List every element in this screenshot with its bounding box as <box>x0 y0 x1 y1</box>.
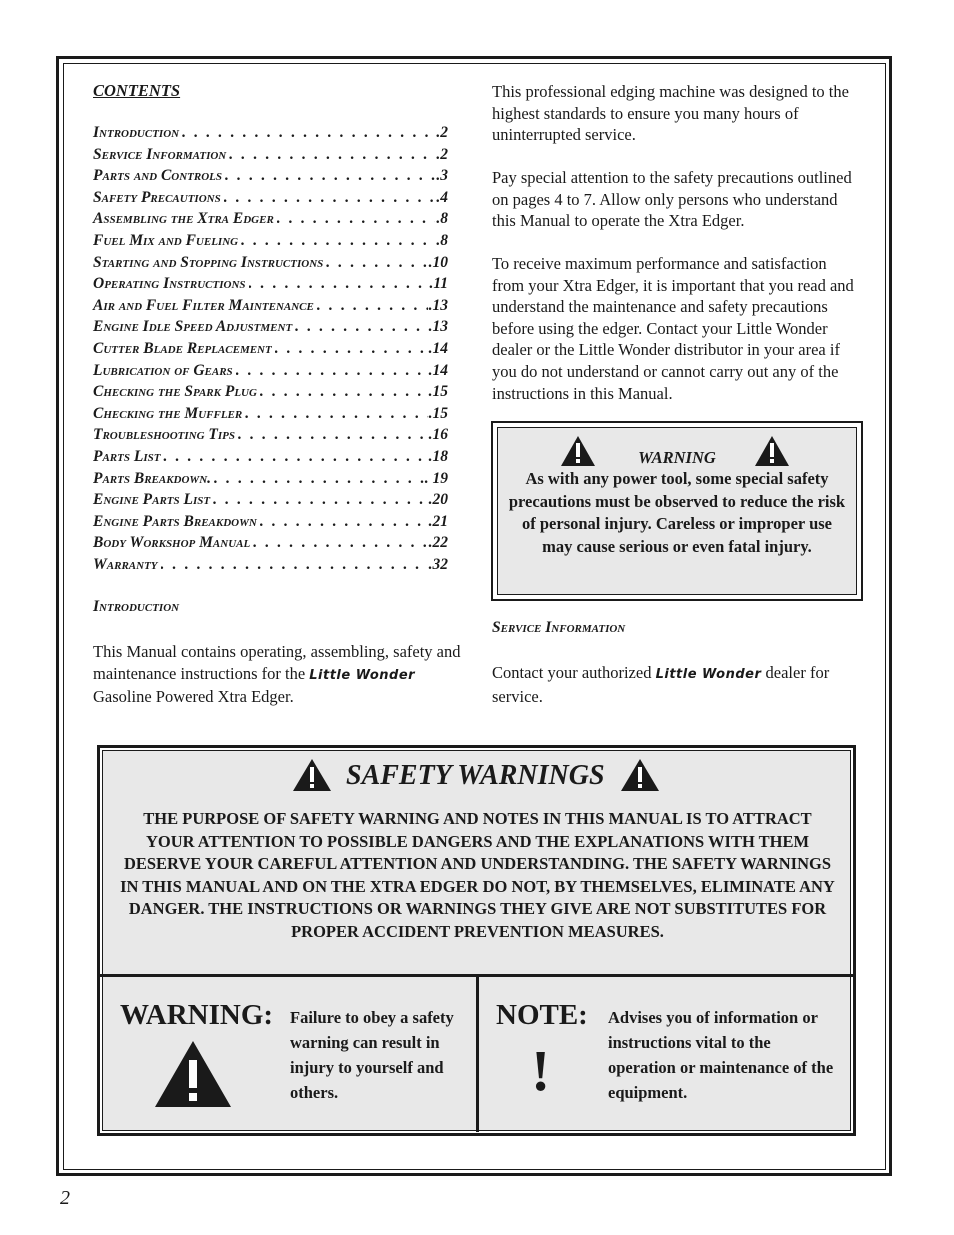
toc-entry <box>93 491 448 513</box>
brand-logo-text: Little Wonder <box>655 667 762 682</box>
toc-leader-dots <box>163 448 427 466</box>
toc-entry-page: .13 <box>428 296 448 314</box>
toc-leader-dots <box>241 232 435 250</box>
service-text-end: dealer for service. <box>492 663 830 706</box>
toc-entry-page: .15 <box>428 383 448 401</box>
contents-heading: CONTENTS <box>93 81 181 100</box>
toc-leader-dots <box>260 383 428 401</box>
toc-leader-dots <box>253 534 427 552</box>
toc-entry-page: .14 <box>428 361 448 379</box>
toc-entry-title: Checking the Spark Plug <box>93 383 257 401</box>
toc-entry-title: Operating Instructions <box>93 275 246 293</box>
toc-entry-page: .18 <box>428 447 448 465</box>
page-number: 2 <box>60 1187 70 1209</box>
toc-leader-dots <box>224 189 436 207</box>
intro-paragraph-1: This professional edging machine was designed to the highest standards to ensure you many hours of uninterrupted service. <box>492 82 849 145</box>
toc-entry-page: .14 <box>428 339 448 357</box>
toc-entry-title: Parts Breakdown. <box>93 469 212 487</box>
toc-leader-dots <box>161 556 428 574</box>
toc-leader-dots <box>326 254 427 272</box>
toc-entry-title: Service Information <box>93 145 227 163</box>
toc-entry <box>93 513 448 535</box>
table-of-contents <box>93 80 448 577</box>
toc-entry-title: Engine Idle Speed Adjustment <box>93 318 293 336</box>
toc-entry-page: .3 <box>436 167 448 185</box>
introduction-paragraph <box>93 641 468 708</box>
toc-entry <box>93 210 448 232</box>
toc-entry-page: .2 <box>436 124 448 141</box>
toc-entry-title: Body Workshop Manual <box>93 534 251 552</box>
warning-triangle-icon <box>154 1040 232 1108</box>
toc-entry-page: .22 <box>428 534 448 552</box>
toc-entry-title: Engine Parts List <box>93 491 211 509</box>
warning-text: As with any power tool, some special safety precautions must be observed to reduce the risk of personal injury. Careless or improper use may cause serious or even fatal injury. <box>508 469 846 556</box>
toc-entry <box>93 426 448 448</box>
warning-box <box>491 421 863 601</box>
toc-entry <box>93 470 448 492</box>
toc-entry <box>93 189 448 211</box>
toc-entry-page: . 19 <box>424 469 448 487</box>
toc-entry-title: Introduction <box>93 124 180 141</box>
toc-list <box>93 124 448 577</box>
toc-entry-title: Engine Parts Breakdown <box>93 512 257 530</box>
toc-leader-dots <box>275 340 428 358</box>
service-text: Contact your authorized <box>492 663 652 682</box>
toc-leader-dots <box>214 470 424 488</box>
exclamation-icon: ! <box>531 1038 551 1103</box>
introduction-heading: Introduction <box>93 598 180 615</box>
toc-entry-title: Lubrication of Gears <box>93 361 233 379</box>
toc-entry-page: .4 <box>436 188 448 206</box>
toc-entry-page: .16 <box>428 426 448 444</box>
toc-leader-dots <box>213 491 428 509</box>
service-information-heading: Service Information <box>492 619 626 636</box>
toc-entry <box>93 340 448 362</box>
toc-entry <box>93 362 448 384</box>
toc-entry <box>93 297 448 319</box>
toc-entry <box>93 254 448 276</box>
toc-leader-dots <box>238 426 428 444</box>
toc-entry-page: .15 <box>428 404 448 422</box>
service-information-paragraph <box>492 662 862 707</box>
introduction-text-end: Gasoline Powered Xtra Edger. <box>93 687 294 707</box>
toc-entry <box>93 167 448 189</box>
toc-entry-title: Starting and Stopping Instructions <box>93 253 324 271</box>
toc-leader-dots <box>277 210 436 228</box>
toc-entry <box>93 405 448 427</box>
warning-title: WARNING <box>638 448 716 467</box>
toc-entry <box>93 232 448 254</box>
toc-entry-page: .13 <box>428 318 448 336</box>
brand-logo-text: Little Wonder <box>309 667 416 683</box>
toc-entry-title: Air and Fuel Filter Maintenance <box>93 296 314 314</box>
toc-entry-title: Fuel Mix and Fueling <box>93 231 239 249</box>
toc-entry-page: .2 <box>436 145 448 163</box>
toc-leader-dots <box>317 297 428 315</box>
panel-divider <box>476 977 479 1132</box>
toc-entry-title: Parts List <box>93 447 161 465</box>
safety-warnings-text: THE PURPOSE OF SAFETY WARNING AND NOTES IN THIS MANUAL IS TO ATTRACT YOUR ATTENTION TO POSSIBLE DANGERS AND THE EXPLANATIONS WITH THEM DESERVE YOUR CAREFUL ATTENTION AND UNDERSTANDING. THE SAFETY WARNINGS IN THIS MANUAL AND ON THE XTRA EDGER DO NOT, BY THEMSELVES, ELIMINATE ANY DANGER. THE INSTRUCTIONS OR WARNINGS THEY GIVE ARE NOT SUBSTITUTES FOR PROPER ACCIDENT PREVENTION MEASURES. <box>120 809 835 941</box>
toc-leader-dots <box>260 513 428 531</box>
note-description: Advises you of information or instructions vital to the operation or maintenance of the equipment. <box>608 1008 834 1102</box>
intro-paragraph-3: To receive maximum performance and satisfaction from your Xtra Edger, it is important that you read and understand the maintenance and safety precautions before using the edger. Contact your Little Wonder dealer or the Little Wonder distributor in your area if you do not understand or cannot carry out any of the instructions in this Manual. <box>492 254 854 403</box>
toc-entry-title: Checking the Muffler <box>93 404 243 422</box>
toc-entry <box>93 556 448 578</box>
toc-entry-page: .32 <box>428 555 448 573</box>
toc-entry <box>93 124 448 146</box>
toc-entry-page: .10 <box>428 253 448 271</box>
warning-box-inner <box>497 427 857 595</box>
toc-entry-page: .8 <box>436 210 448 228</box>
toc-entry-title: Warranty <box>93 555 158 573</box>
warning-triangle-icon <box>292 758 332 792</box>
introduction-text: This Manual contains operating, assembling, safety and maintenance instructions for the <box>93 642 461 683</box>
toc-entry <box>93 146 448 168</box>
toc-entry <box>93 383 448 405</box>
safety-warnings-title: SAFETY WARNINGS <box>346 760 605 791</box>
toc-entry-title: Assembling the Xtra Edger <box>93 210 274 228</box>
warning-label: WARNING: <box>120 999 274 1031</box>
warning-triangle-icon <box>754 435 790 467</box>
toc-leader-dots <box>182 124 435 142</box>
toc-entry-title: Troubleshooting Tips <box>93 426 235 444</box>
toc-entry <box>93 275 448 297</box>
toc-entry-page: .20 <box>428 491 448 509</box>
toc-leader-dots <box>225 167 435 185</box>
toc-entry-title: Parts and Controls <box>93 167 223 185</box>
toc-leader-dots <box>236 362 428 380</box>
intro-paragraph-2: Pay special attention to the safety precautions outlined on pages 4 to 7. Allow only persons who understand this Manual to operate the Xtra Edger. <box>492 168 852 231</box>
toc-entry <box>93 318 448 340</box>
toc-entry-page: .21 <box>428 512 448 530</box>
toc-entry <box>93 534 448 556</box>
toc-leader-dots <box>249 275 429 293</box>
toc-leader-dots <box>245 405 427 423</box>
toc-leader-dots <box>229 146 435 164</box>
toc-leader-dots <box>295 318 427 336</box>
warning-triangle-icon <box>620 758 660 792</box>
warning-description: Failure to obey a safety warning can result in injury to yourself and others. <box>290 1008 454 1102</box>
toc-entry-page: .11 <box>429 275 448 293</box>
toc-entry-title: Cutter Blade Replacement <box>93 339 272 357</box>
toc-entry-title: Safety Precautions <box>93 188 221 206</box>
toc-entry <box>93 448 448 470</box>
note-label: NOTE: <box>496 999 588 1031</box>
toc-entry-page: .8 <box>436 231 448 249</box>
